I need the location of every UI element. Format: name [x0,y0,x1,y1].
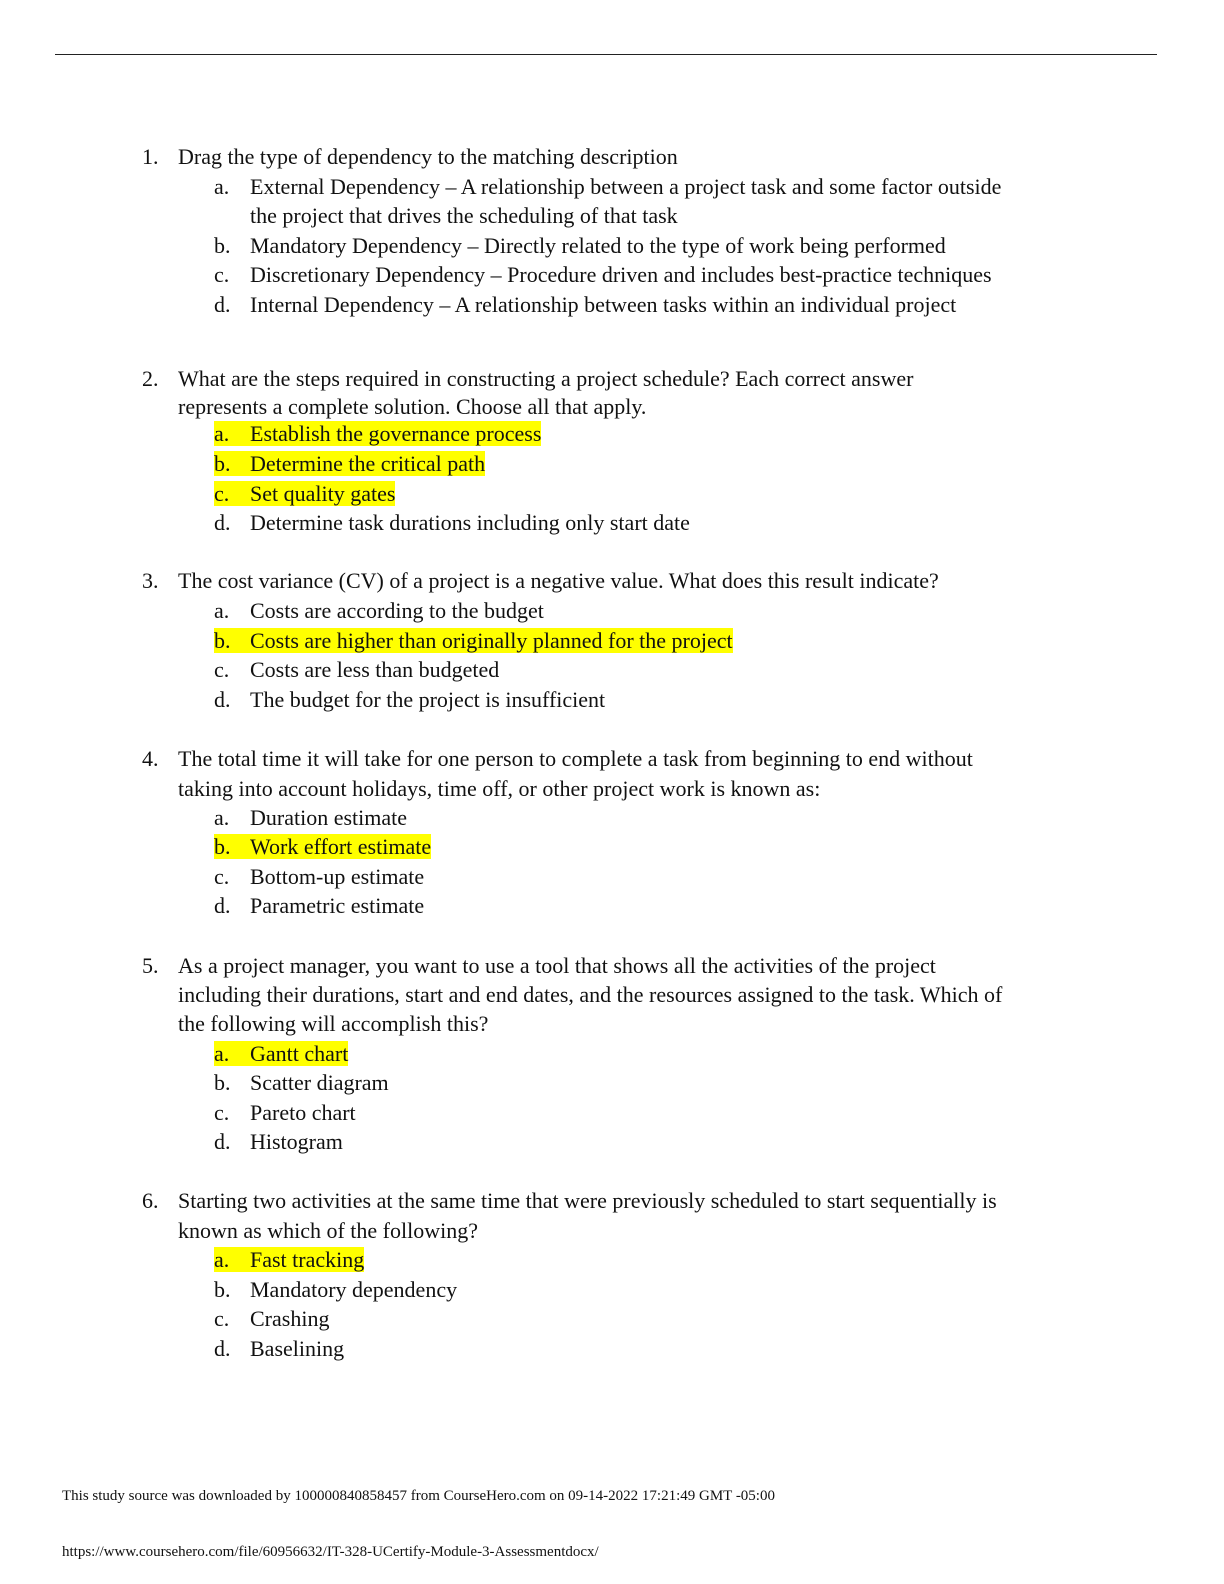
option-letter: a. [214,421,230,446]
question-text: The cost variance (CV) of a project is a negative value. What does this result indicate? [178,568,939,593]
option-a [214,803,407,833]
option-letter: a. [214,1041,230,1066]
answer-highlight [214,628,733,653]
question-number: 5. [142,953,159,978]
option-a [214,596,544,626]
option-letter: c. [214,481,230,506]
option-letter: a. [214,598,230,623]
option-c [214,862,424,892]
answer-highlight [214,481,395,506]
option-a [214,172,1001,202]
option-letter: c. [214,1100,230,1125]
option-b [214,832,431,862]
option-c [214,260,992,290]
option-text: Parametric estimate [250,893,425,918]
question-text-continued: taking into account holidays, time off, or other project work is known as: [178,776,821,801]
option-c [214,655,499,685]
option-d [214,685,605,715]
question-text-continued: known as which of the following? [178,1218,478,1243]
option-text: Internal Dependency – A relationship between tasks within an individual project [250,292,957,317]
option-text: Gantt chart [250,1041,349,1066]
download-source-note: This study source was downloaded by 100000840858457 from CourseHero.com on 09-14-2022 17:21:49 GMT -05:00 [62,1488,775,1504]
option-text: Baselining [250,1336,345,1361]
option-text: Determine task durations including only start date [250,510,690,535]
question-number: 4. [142,746,159,771]
option-letter: c. [214,864,230,889]
option-text: Duration estimate [250,805,408,830]
option-letter: b. [214,233,231,258]
option-text: The budget for the project is insufficient [250,687,606,712]
question-text-continued: including their durations, start and end dates, and the resources assigned to the task. Which of [178,982,1003,1007]
option-letter: a. [214,174,230,199]
option-text: Costs are less than budgeted [250,657,500,682]
option-text-continued: the project that drives the scheduling of that task [250,203,678,228]
option-letter: d. [214,1129,231,1154]
option-text: Costs are higher than originally planned for the project [250,628,733,653]
option-letter: d. [214,893,231,918]
question-number: 6. [142,1188,159,1213]
option-b [214,449,485,479]
option-letter: d. [214,1336,231,1361]
option-letter: d. [214,510,231,535]
option-a [214,1039,348,1069]
question-text: Drag the type of dependency to the matching description [178,144,678,169]
option-text: Set quality gates [250,481,396,506]
option-a [214,419,541,449]
option-text: Pareto chart [250,1100,356,1125]
option-letter: a. [214,805,230,830]
option-letter: c. [214,1306,230,1331]
option-c [214,1098,356,1128]
question-text-continued: the following will accomplish this? [178,1011,489,1036]
option-letter: d. [214,292,231,317]
option-d [214,1127,343,1157]
option-letter: a. [214,1247,230,1272]
option-d [214,891,424,921]
option-b [214,626,733,656]
question-number: 3. [142,568,159,593]
option-text: Mandatory Dependency – Directly related to the type of work being performed [250,233,946,258]
option-text: Discretionary Dependency – Procedure driven and includes best-practice techniques [250,262,992,287]
option-text: Bottom-up estimate [250,864,425,889]
question-text: As a project manager, you want to use a tool that shows all the activities of the project [178,953,936,978]
option-letter: b. [214,1070,231,1095]
option-letter: b. [214,1277,231,1302]
option-text: Determine the critical path [250,451,486,476]
option-text: Scatter diagram [250,1070,389,1095]
option-text: External Dependency – A relationship between a project task and some factor outside [250,174,1002,199]
option-d [214,1334,344,1364]
answer-highlight [214,834,431,859]
question-text: The total time it will take for one person to complete a task from beginning to end without [178,746,973,771]
answer-highlight [214,421,541,446]
option-b [214,231,946,261]
option-text: Work effort estimate [250,834,432,859]
option-text: Fast tracking [250,1247,365,1272]
option-letter: b. [214,628,231,653]
question-text: What are the steps required in constructing a project schedule? Each correct answer [178,366,914,391]
option-text: Establish the governance process [250,421,542,446]
answer-highlight [214,451,485,476]
question-number: 1. [142,144,159,169]
option-a [214,1245,364,1275]
option-text: Costs are according to the budget [250,598,544,623]
option-text: Crashing [250,1306,330,1331]
option-b [214,1275,457,1305]
option-text: Mandatory dependency [250,1277,458,1302]
option-letter: c. [214,262,230,287]
option-text: Histogram [250,1129,343,1154]
option-c [214,1304,329,1334]
option-c [214,479,395,509]
option-d [214,290,956,320]
question-text-continued: represents a complete solution. Choose all that apply. [178,394,647,419]
top-divider-line [55,54,1157,55]
source-url-link[interactable]: https://www.coursehero.com/file/60956632/IT-328-UCertify-Module-3-Assessmentdocx/ [62,1544,599,1560]
option-letter: b. [214,834,231,859]
option-b [214,1068,389,1098]
answer-highlight [214,1247,364,1272]
option-letter: b. [214,451,231,476]
option-letter: d. [214,687,231,712]
answer-highlight [214,1041,348,1066]
question-number: 2. [142,366,159,391]
question-text: Starting two activities at the same time that were previously scheduled to start sequentially is [178,1188,997,1213]
option-d [214,508,690,538]
option-letter: c. [214,657,230,682]
